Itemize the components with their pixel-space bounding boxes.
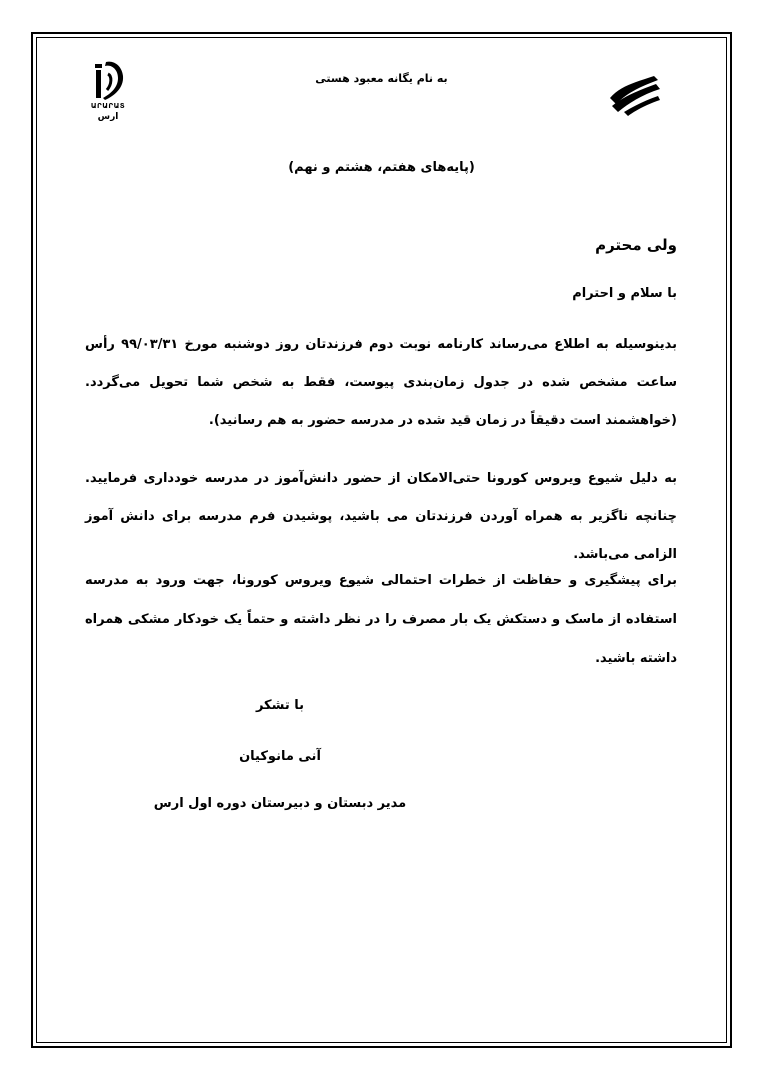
signatory-name: آنی مانوکیان xyxy=(239,749,321,764)
letter-paragraph-2: به دلیل شیوع ویروس کورونا حتی‌الامکان از حضور دانش‌آموز در مدرسه خودداری فرمایید. چنانچه ناگزیر به همراه آوردن فرزندتان می باشید، پوشیدن فرم مدرسه برای دانش آموز الزامی می‌باشد. xyxy=(85,471,677,562)
school-logo-text: ԱՐԱՐԱՏ xyxy=(90,102,126,110)
school-logo-subtext: ارس xyxy=(97,112,119,122)
grades-subtitle: (پایه‌های هفتم، هشتم و نهم) xyxy=(288,160,475,175)
letter-paragraph-1: بدینوسیله به اطلاع می‌رساند کارنامه نوبت دوم فرزندتان روز دوشنبه مورخ ۹۹/۰۳/۳۱ رأس ساعت مشخص شده در جدول زمان‌بندی پیوست، فقط به شخص شما تحویل می‌گردد. (خواهشمند است دقیقاً در زمان قید شده در مدرسه حضور به هم رسانید). xyxy=(85,337,678,428)
closing-text: با تشکر xyxy=(255,698,305,713)
letter-greeting: با سلام و احترام xyxy=(572,286,677,301)
signatory-role: مدیر دبستان و دبیرستان دوره اول ارس xyxy=(153,796,407,811)
school-logo xyxy=(88,60,128,126)
letter-paragraph-3: برای پیشگیری و حفاظت از خطرات احتمالی شیوع ویروس کورونا، جهت ورود به مدرسه استفاده از ماسک و دستکش یک بار مصرف را در نظر داشته و حتماً یک خودکار مشکی همراه داشته باشید. xyxy=(85,573,677,666)
basmala-heading: به نام یگانه معبود هستی xyxy=(315,72,448,85)
letter-salutation: ولی محترم xyxy=(595,236,677,254)
